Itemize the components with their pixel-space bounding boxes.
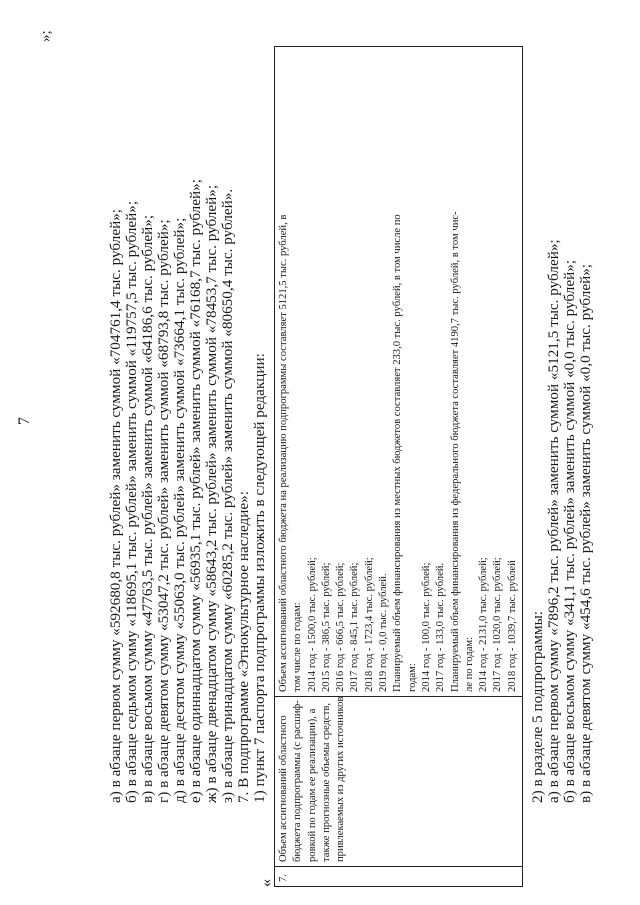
text-line: 1) пункт 7 паспорта подпрограммы изложить в следующей редакции: [251,353,268,803]
text-line: а) в абзаце первом сумму «7896,2 тыс. рублей» заменить суммой «5121,5 тыс. рублей»; [545,239,562,803]
text-line: б) в абзаце восьмом сумму «341,1 тыс. рублей» заменить суммой «0,0 тыс. рублей»; [561,259,578,803]
text-line: в) в абзаце девятом сумму «454,6 тыс. рублей» заменить суммой «0,0 тыс. рублей»; [577,263,594,803]
label-line: ровкой по годам ее реализации), а [306,708,318,862]
content-line: 2019 год - 0,0 тыс. рублей. [378,573,390,692]
label-line: также прогнозные объемы средств, [320,702,332,862]
content-line: Планируемый объем финансирования из местных бюджетов составляет 233,0 тыс. рублей, в том числе по [392,214,404,692]
row-number: 7. [278,874,289,882]
text-line: а) в абзаце первом сумму «592680,8 тыс. рублей» заменить суммой «704761,4 тыс. рублей»; [107,208,124,803]
content-line: 2017 год - 133,0 тыс. рублей. [435,562,447,692]
close-quote: »; [38,30,54,42]
content-line: 2018 год - 1723,4 тыс. рублей; [363,557,375,692]
label-line: привлекаемых из других источников [335,696,347,862]
text-line: в) в абзаце восьмом сумму «47763,5 тыс. рублей» заменить суммой «64186,6 тыс. рублей»; [139,214,156,803]
content-line: 2014 год - 2131,0 тыс. рублей; [478,557,490,692]
content-line: Планируемый объем финансирования из федерального бюджета составляет 4190,7 тыс. рублей, в том чис- [449,211,461,692]
label-line: бюджета подпрограммы (с расшиф- [292,700,304,862]
content-line: 2014 год - 1500,0 тыс. рублей; [306,557,318,692]
open-quote: « [258,879,275,887]
text-line: з) в абзаце тринадцатом сумму «60285,2 тыс. рублей» заменить суммой «80650,4 тыс. рублей». [219,188,236,803]
text-line: 7. В подпрограмме «Этнокультурное наследие»: [235,491,252,803]
text-line: ж) в абзаце двенадцатом сумму «58643,2 тыс. рублей» заменить суммой «78453,7 тыс. рублей»; [203,184,220,803]
content-line: том числе по годам: [292,602,304,692]
text-line: б) в абзаце седьмом сумму «118695,1 тыс. рублей» заменить суммой «119757,5 тыс. рублей»; [123,200,140,803]
table-row [275,47,523,887]
text-line: е) в абзаце одиннадцатом сумму «56935,1 тыс. рублей» заменить суммой «76168,7 тыс. рублей»; [187,179,204,803]
content-line: 2015 год - 386,5 тыс. рублей; [320,562,332,692]
content-line: 2018 год - 1039,7 тыс. рублей [506,560,518,692]
text-line: д) в абзаце десятом сумму «55063,0 тыс. рублей» заменить суммой «73664,1 тыс. рублей»; [171,217,188,803]
content-line: 2017 год - 845,1 тыс. рублей; [349,562,361,692]
passport-table [274,46,523,887]
label-line: Объем ассигнований областного [278,715,289,862]
content-line: 2014 год - 100,0 тыс. рублей; [420,562,432,692]
content-cell [275,47,523,697]
content-line: Объем ассигнований областного бюджета на реализацию подпрограммы составляет 5121,5 тыс. рублей, в [278,214,289,692]
label-cell [275,697,523,867]
content-line: годам: [406,663,418,692]
page-number: 7 [16,417,33,425]
content-line: 2017 год - 1020,0 тыс. рублей; [492,557,504,692]
content-line: ле по годам: [463,636,475,692]
content-line: 2016 год - 666,5 тыс. рублей; [335,562,347,692]
text-line: 2) в разделе 5 подпрограммы: [529,611,546,803]
text-line: г) в абзаце девятом сумму «53047,2 тыс. рублей» заменить суммой «68793,8 тыс. рублей»; [155,219,172,803]
row-number-cell [275,867,523,887]
